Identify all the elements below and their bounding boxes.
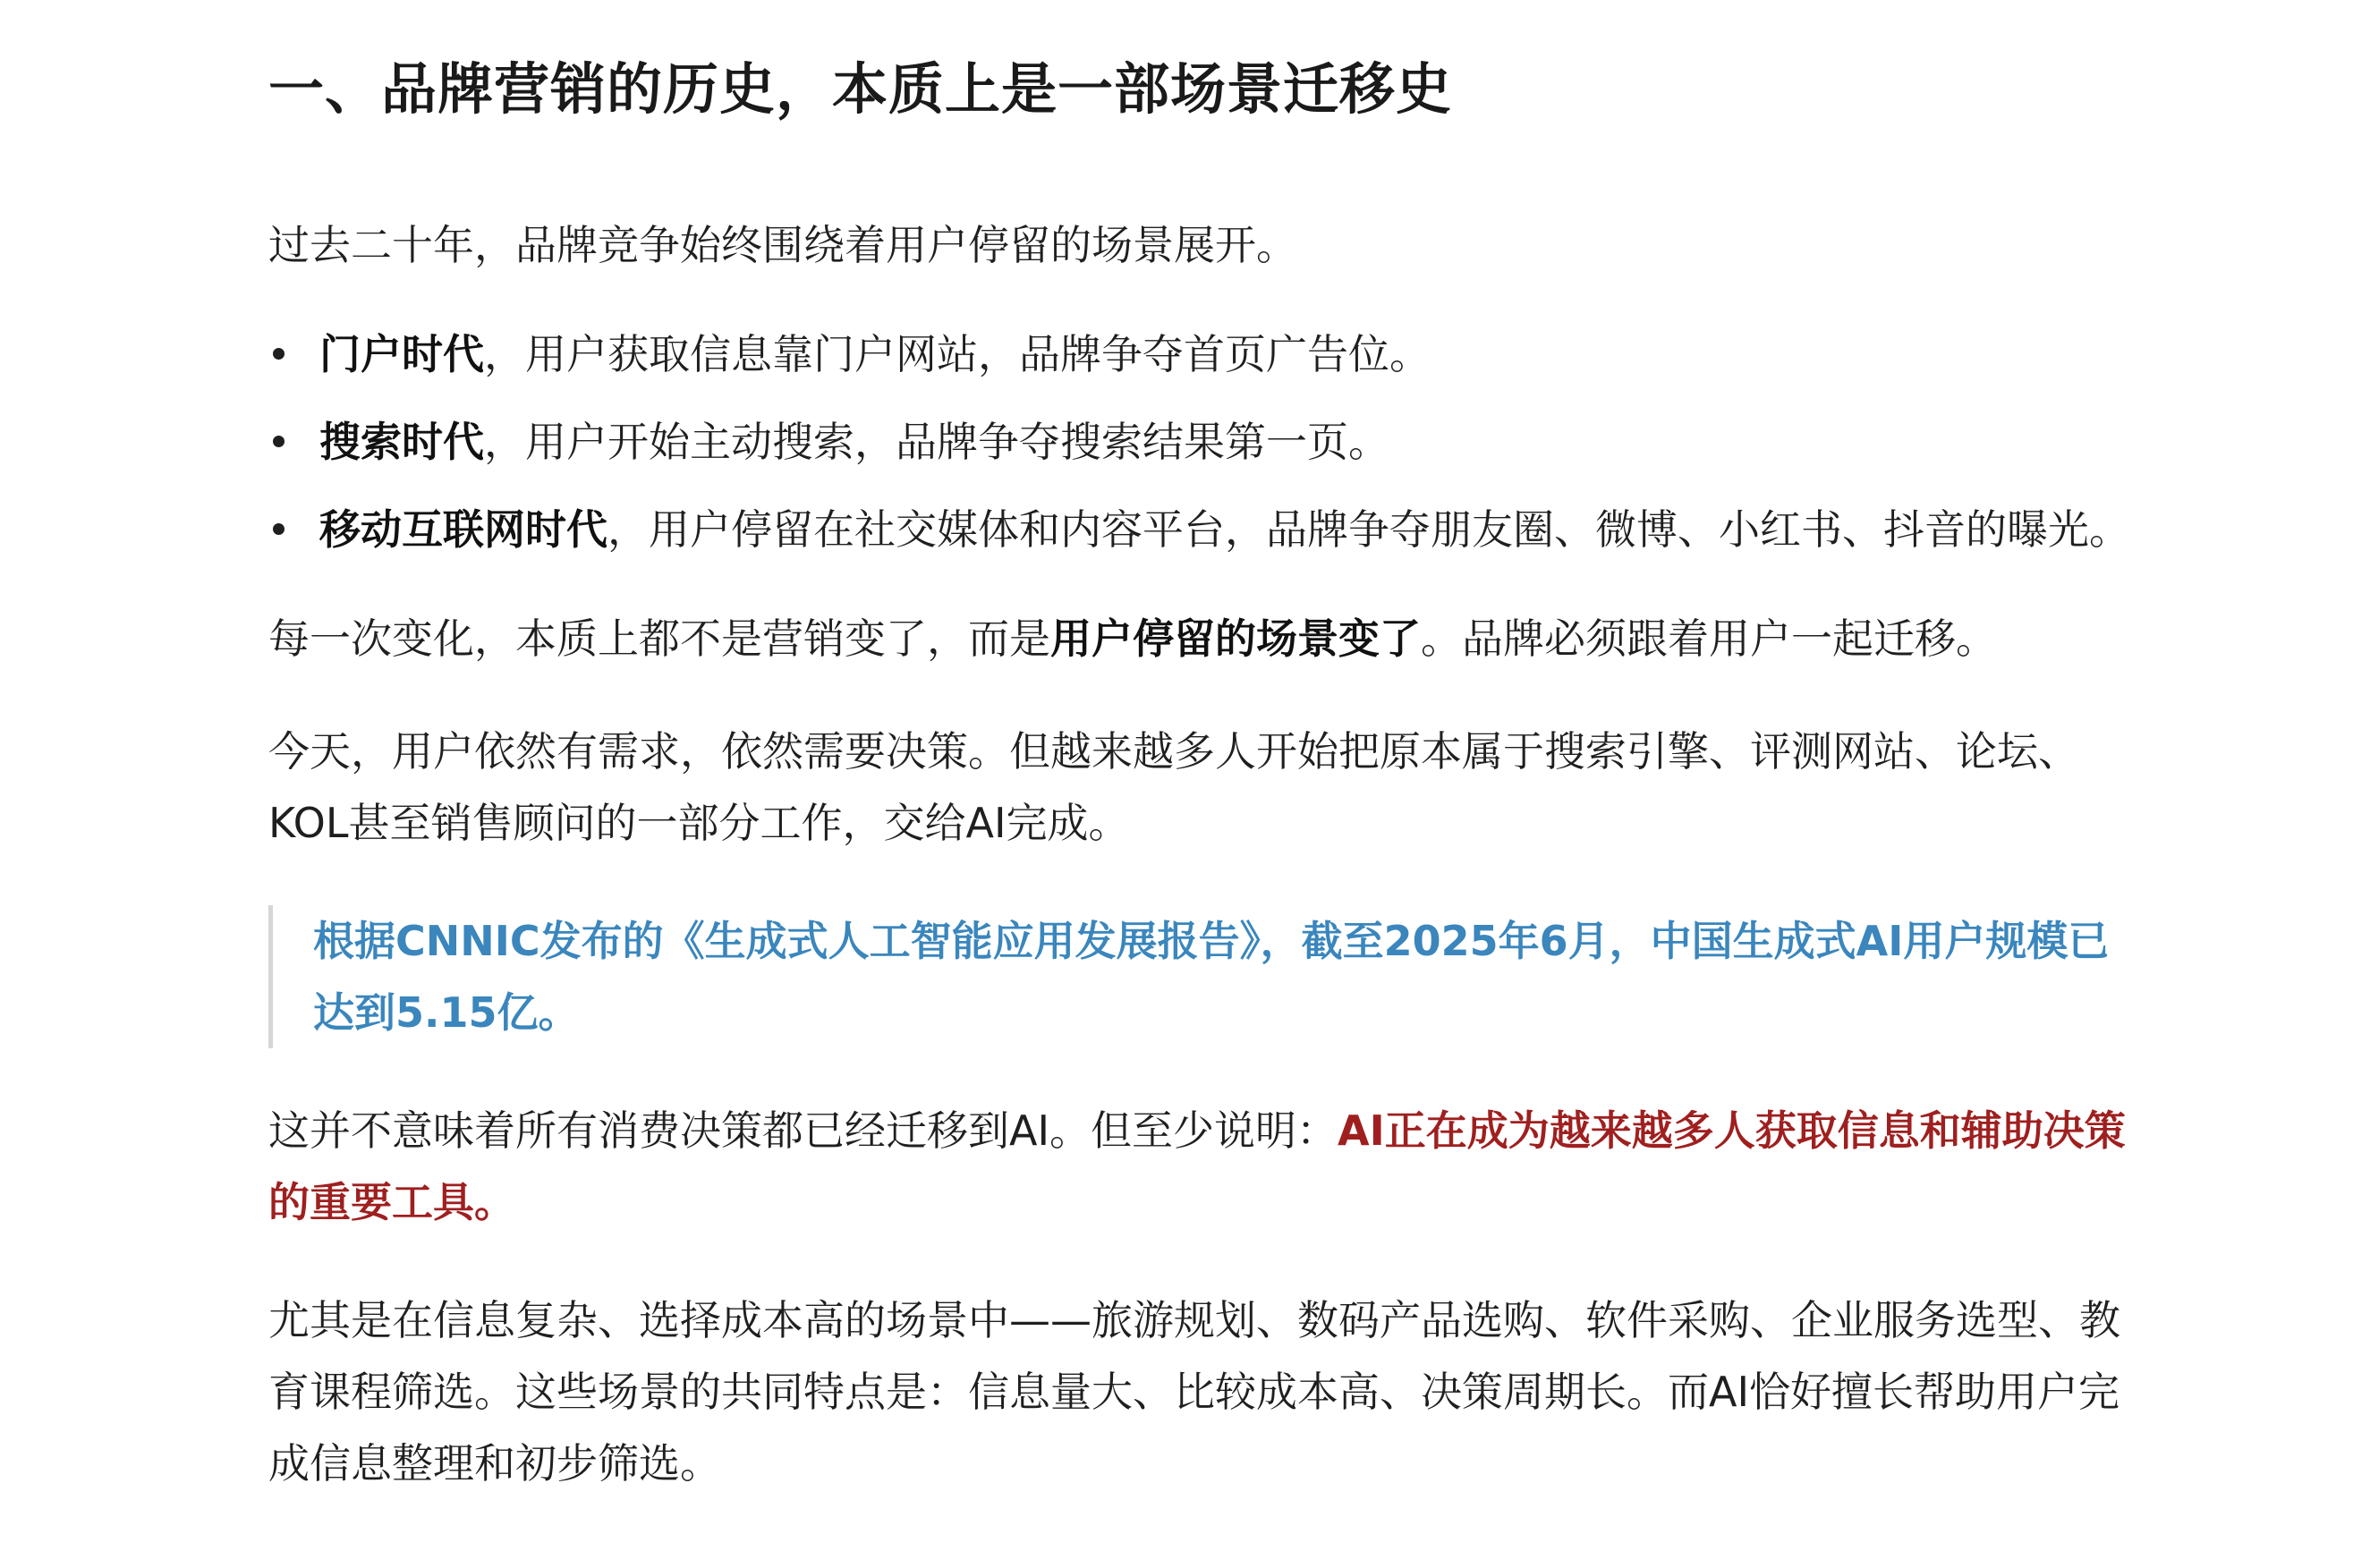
change-emphasis: 用户停留的场景变了 — [1050, 614, 1421, 663]
change-text-before: 每一次变化，本质上都不是营销变了，而是 — [268, 614, 1050, 663]
era-title: 移动互联网时代 — [319, 505, 607, 554]
era-item-mobile — [268, 494, 2147, 565]
change-paragraph — [268, 603, 2147, 674]
era-text: ，用户停留在社交媒体和内容平台，品牌争夺朋友圈、微博、小红书、抖音的曝光。 — [607, 505, 2130, 554]
era-text: ，用户开始主动搜索，品牌争夺搜索结果第一页。 — [484, 418, 1389, 466]
cnnic-quote: 根据CNNIC发布的《生成式人工智能应用发展报告》，截至2025年6月，中国生成式AI用户规模已达到5.15亿。 — [268, 905, 2147, 1048]
era-title: 搜索时代 — [319, 418, 484, 466]
era-item-search — [268, 406, 2147, 478]
meaning-text: 这并不意味着所有消费决策都已经迁移到AI。但至少说明： — [268, 1106, 1338, 1155]
section-heading: 一、品牌营销的历史，本质上是一部场景迁移史 — [268, 56, 1453, 122]
intro-paragraph: 过去二十年，品牌竞争始终围绕着用户停留的场景展开。 — [268, 221, 1297, 269]
meaning-paragraph — [268, 1095, 2147, 1238]
meaning-highlight: AI正在成为越来越多人获取信息和辅助决策的重要工具。 — [268, 1106, 2126, 1226]
era-list — [268, 318, 2147, 565]
change-text-after: 。品牌必须跟着用户一起迁移。 — [1421, 614, 1997, 663]
today-paragraph: 今天，用户依然有需求，依然需要决策。但越来越多人开始把原本属于搜索引擎、评测网站、论坛、KOL甚至销售顾问的一部分工作，交给AI完成。 — [268, 727, 2079, 847]
era-item-portal — [268, 318, 2147, 390]
era-text: ，用户获取信息靠门户网站，品牌争夺首页广告位。 — [484, 330, 1431, 378]
scenes-paragraph: 尤其是在信息复杂、选择成本高的场景中——旅游规划、数码产品选购、软件采购、企业服务选型、教育课程筛选。这些场景的共同特点是：信息量大、比较成本高、决策周期长。而AI恰好擅长帮助用户完成信息整理和初步筛选。 — [268, 1296, 2120, 1487]
era-title: 门户时代 — [319, 330, 484, 378]
article — [268, 45, 2147, 1499]
